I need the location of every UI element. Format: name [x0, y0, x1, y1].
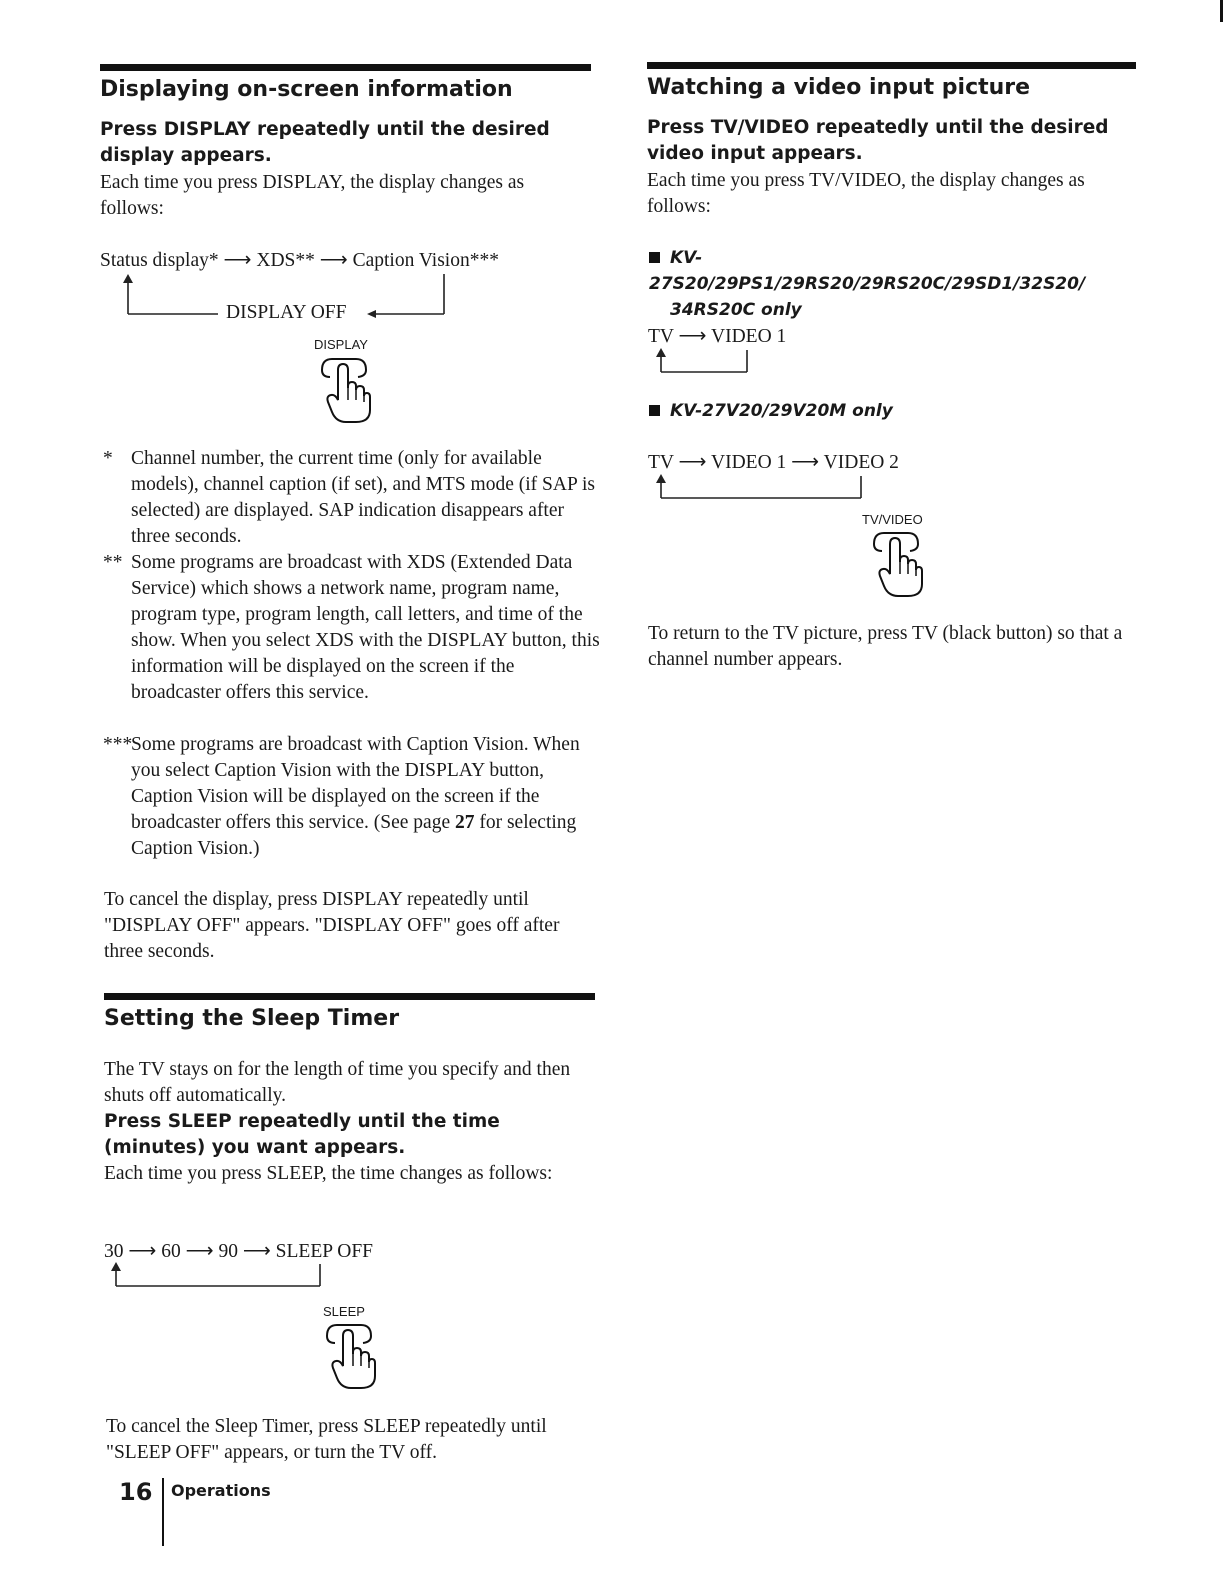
sequence-item: XDS** — [256, 250, 315, 271]
footer-divider — [162, 1478, 164, 1546]
video-sequence-a — [648, 325, 786, 349]
page-ref-suffix: for selecting Caption Vision.) — [131, 812, 577, 859]
page-ref-prefix: (See page — [373, 812, 451, 833]
video-instruction: Press TV/VIDEO repeatedly until the desired video input appears. — [647, 117, 1109, 164]
arrow-right-icon: ⟶ — [128, 1241, 162, 1262]
model-list: KV-27V20/29V20M only — [670, 401, 893, 421]
section-rule-sleep — [104, 993, 595, 1000]
arrow-right-icon: ⟶ — [223, 250, 257, 271]
display-sequence — [100, 249, 499, 273]
model-heading — [649, 398, 893, 424]
sequence-item: 90 — [218, 1241, 238, 1262]
video-body: Each time you press TV/VIDEO, the display changes as follows: — [647, 170, 1085, 217]
footnote-marker: * — [103, 448, 113, 469]
video-loop-lines-a — [653, 348, 763, 378]
video-sequence-b — [648, 451, 899, 475]
press-button-icon — [323, 1322, 383, 1392]
footnote-text: Some programs are broadcast with XDS (Extended Data Service) which shows a network name, program name, program type, program length, call letters, and time of the show. When you select XDS with the DISPLAY button, this information will be displayed on the screen if the broadcaster offers this service. — [131, 552, 600, 703]
arrow-right-icon: ⟶ — [242, 1241, 276, 1262]
sequence-item: TV — [648, 452, 674, 473]
section-rule-video — [647, 62, 1136, 69]
press-button-icon — [870, 530, 930, 600]
arrow-right-icon: ⟶ — [678, 326, 712, 347]
footer-section-label: Operations — [171, 1481, 271, 1500]
section-rule-display — [100, 64, 591, 71]
footnote-text: Channel number, the current time (only for available models), channel caption (if set), and MTS mode (if SAP is selected) are displayed. SAP indication disappears after three seconds. — [131, 448, 595, 547]
press-button-icon — [318, 356, 378, 426]
page-number: 16 — [119, 1478, 153, 1506]
video-section-title: Watching a video input picture — [647, 75, 1031, 100]
sequence-item: 30 — [104, 1241, 124, 1262]
display-body: Each time you press DISPLAY, the display changes as follows: — [100, 172, 525, 219]
arrow-right-icon: ⟶ — [791, 452, 824, 473]
display-section-title: Displaying on-screen information — [100, 77, 513, 102]
sleep-body: Each time you press SLEEP, the time changes as follows: — [104, 1163, 553, 1184]
sleep-intro: The TV stays on for the length of time you specify and then shuts off automatically. — [104, 1059, 571, 1106]
footnote-text-group — [131, 732, 603, 862]
footnote-marker: ** — [103, 552, 123, 573]
sequence-item: VIDEO 2 — [823, 452, 899, 473]
display-cancel-note: To cancel the display, press DISPLAY repeatedly until "DISPLAY OFF" appears. "DISPLAY OFF" goes off after three seconds. — [104, 889, 560, 962]
sequence-item: Caption Vision*** — [352, 250, 499, 271]
footnote-marker: *** — [103, 734, 133, 755]
display-off-label: DISPLAY OFF — [226, 302, 347, 323]
model-list-line2: 34RS20C only — [670, 300, 802, 320]
footnote-text: Some programs are broadcast with Caption Vision. When you select Caption Vision with the DISPLAY button, Caption Vision will be displayed on the screen if the broadcaster offers this service. — [131, 734, 580, 833]
arrow-right-icon: ⟶ — [185, 1241, 219, 1262]
model-heading — [649, 245, 1129, 323]
display-button-label: DISPLAY — [314, 337, 368, 352]
sequence-item: Status display* — [100, 250, 219, 271]
sequence-item: SLEEP OFF — [275, 1241, 374, 1262]
tv-video-button-label: TV/VIDEO — [862, 512, 923, 527]
sleep-instruction: Press SLEEP repeatedly until the time (minutes) you want appears. — [104, 1111, 500, 1158]
model-list-line1: KV-27S20/29PS1/29RS20/29RS20C/29SD1/32S20/ — [649, 248, 1086, 294]
arrow-right-icon: ⟶ — [678, 452, 712, 473]
sequence-item: VIDEO 1 — [711, 326, 787, 347]
sequence-item: VIDEO 1 — [711, 452, 787, 473]
footnote — [103, 732, 603, 862]
arrow-right-icon: ⟶ — [319, 250, 353, 271]
page-edge-mark — [1220, 0, 1223, 22]
sleep-button-label: SLEEP — [323, 1304, 365, 1319]
bullet-square-icon — [649, 252, 660, 263]
bullet-square-icon — [649, 405, 660, 416]
video-return-note: To return to the TV picture, press TV (black button) so that a channel number appears. — [648, 623, 1123, 670]
footnote — [103, 446, 603, 550]
sleep-loop-lines — [108, 1262, 348, 1292]
sleep-section-title: Setting the Sleep Timer — [104, 1006, 400, 1031]
sequence-item: 60 — [161, 1241, 181, 1262]
video-loop-lines-b — [653, 474, 883, 504]
sleep-sequence — [104, 1240, 373, 1264]
display-instruction: Press DISPLAY repeatedly until the desired display appears. — [100, 119, 550, 166]
footnote — [103, 550, 603, 706]
page-ref: 27 — [454, 812, 475, 833]
sequence-item: TV — [648, 326, 674, 347]
sleep-cancel-note: To cancel the Sleep Timer, press SLEEP repeatedly until "SLEEP OFF" appears, or turn the TV off. — [106, 1416, 547, 1463]
